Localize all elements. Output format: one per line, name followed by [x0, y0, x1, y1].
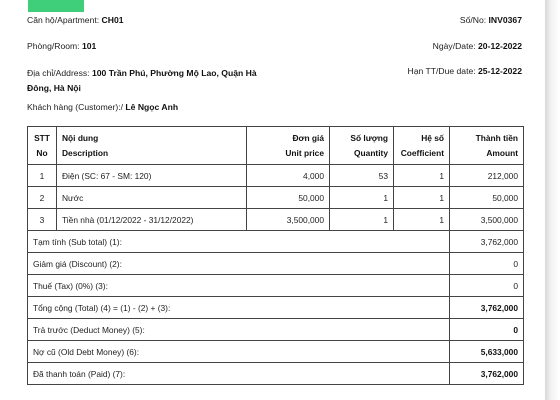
item-no: 3	[28, 209, 57, 231]
summary-label: Trả trước (Deduct Money) (5):	[28, 319, 450, 341]
apartment-line	[27, 13, 124, 27]
summary-label: Giảm giá (Discount) (2):	[28, 253, 450, 275]
header-unit-price: Đơn giá Unit price	[247, 127, 330, 165]
summary-value: 0	[450, 319, 524, 341]
summary-label: Nợ cũ (Old Debt Money) (6):	[28, 341, 450, 363]
invoice-no-line	[460, 13, 522, 27]
date-label: Ngày/Date:	[432, 41, 476, 51]
customer-label: Khách hàng (Customer):/	[27, 102, 124, 112]
summary-label: Thuế (Tax) (0%) (3):	[28, 275, 450, 297]
summary-row-total	[28, 297, 524, 319]
summary-row-old-debt	[28, 341, 524, 363]
date-value: 20-12-2022	[478, 41, 522, 51]
summary-value: 3,762,000	[450, 297, 524, 319]
summary-label: Tạm tính (Sub total) (1):	[28, 231, 450, 253]
item-unit-price: 50,000	[247, 187, 330, 209]
due-date-value: 25-12-2022	[478, 66, 522, 76]
summary-row-deduct	[28, 319, 524, 341]
summary-value: 0	[450, 275, 524, 297]
item-amount: 212,000	[450, 165, 524, 187]
header-amount: Thành tiền Amount	[450, 127, 524, 165]
item-quantity: 53	[330, 165, 394, 187]
customer-value: Lê Ngọc Anh	[125, 102, 179, 112]
header-coefficient: Hệ số Coefficient	[394, 127, 450, 165]
item-coefficient: 1	[394, 165, 450, 187]
summary-row-subtotal	[28, 231, 524, 253]
summary-label: Đã thanh toán (Paid) (7):	[28, 363, 450, 385]
date-line	[433, 39, 522, 53]
summary-row-tax	[28, 275, 524, 297]
summary-label: Tổng cộng (Total) (4) = (1) - (2) + (3):	[28, 297, 450, 319]
item-description: Nước	[57, 187, 247, 209]
summary-value: 5,633,000	[450, 341, 524, 363]
item-unit-price: 3,500,000	[247, 209, 330, 231]
summary-row-discount	[28, 253, 524, 275]
item-no: 1	[28, 165, 57, 187]
summary-value: 0	[450, 253, 524, 275]
header-description: Nội dung Description	[57, 127, 247, 165]
room-line	[27, 39, 96, 53]
address-value: 100 Trần Phú, Phường Mộ Lao, Quận Hà Đông, Hà Nội	[27, 68, 257, 93]
customer-line	[27, 100, 178, 114]
item-unit-price: 4,000	[247, 165, 330, 187]
item-quantity: 1	[330, 187, 394, 209]
due-date-label: Hạn TT/Due date:	[407, 66, 476, 76]
table-row	[28, 187, 524, 209]
address-block	[27, 66, 277, 95]
invoice-no-label: Số/No:	[459, 15, 487, 25]
page-edge-shadow	[545, 0, 560, 400]
item-coefficient: 1	[394, 209, 450, 231]
summary-row-paid	[28, 363, 524, 385]
item-description: Tiền nhà (01/12/2022 - 31/12/2022)	[57, 209, 247, 231]
item-description: Điện (SC: 67 - SM: 120)	[57, 165, 247, 187]
item-no: 2	[28, 187, 57, 209]
apartment-label: Căn hộ/Apartment:	[27, 15, 100, 25]
table-header-row	[28, 127, 524, 165]
summary-value: 3,762,000	[450, 363, 524, 385]
header-quantity: Số lượng Quantity	[330, 127, 394, 165]
room-value: 101	[81, 41, 97, 51]
item-amount: 3,500,000	[450, 209, 524, 231]
logo-strip	[28, 0, 84, 12]
table-row	[28, 165, 524, 187]
item-quantity: 1	[330, 209, 394, 231]
invoice-table	[27, 126, 524, 385]
item-amount: 50,000	[450, 187, 524, 209]
room-label: Phòng/Room:	[27, 41, 80, 51]
due-date-line	[407, 64, 522, 78]
apartment-value: CH01	[101, 15, 124, 25]
header-stt: STT No	[28, 127, 57, 165]
summary-value: 3,762,000	[450, 231, 524, 253]
table-row	[28, 209, 524, 231]
address-label: Địa chỉ/Address:	[27, 68, 90, 78]
invoice-no-value: INV0367	[488, 15, 522, 25]
item-coefficient: 1	[394, 187, 450, 209]
